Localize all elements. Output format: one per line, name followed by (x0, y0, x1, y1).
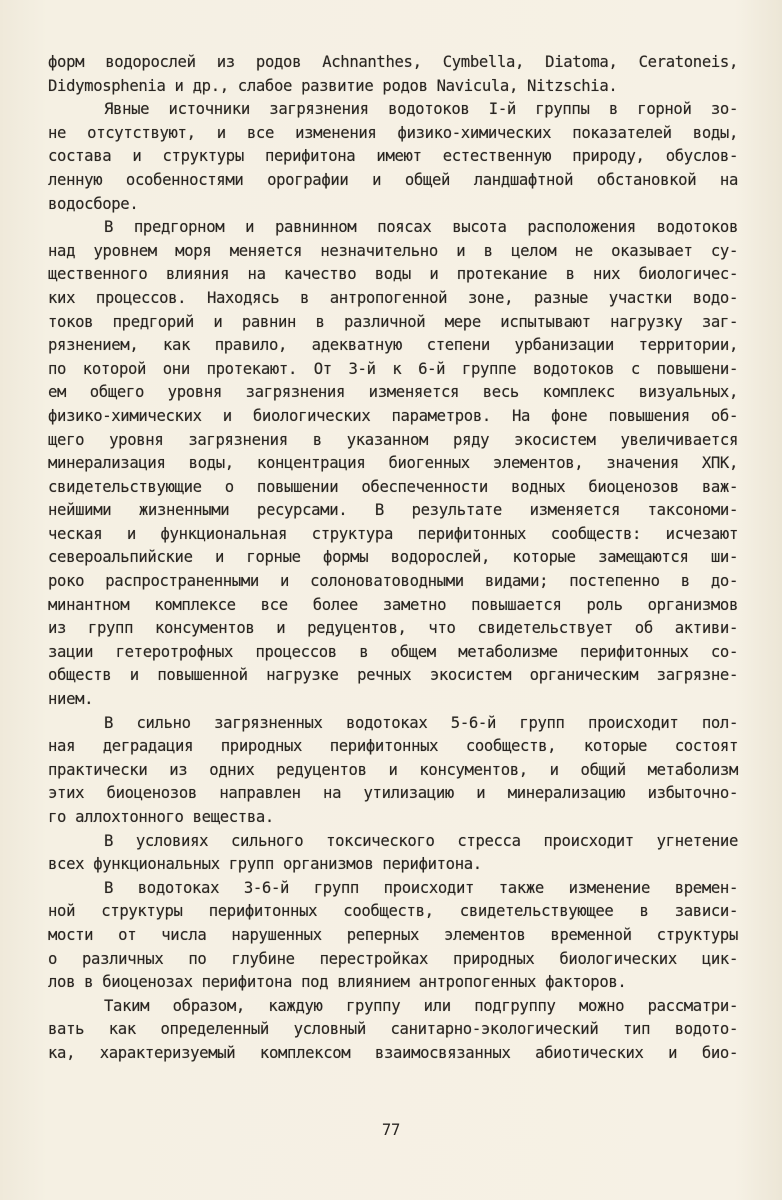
text-line: щественного влияния на качество воды и протекание в них биологичес- (48, 265, 738, 284)
text-line: минерализация воды, концентрация биогенных элементов, значения ХПК, (48, 454, 738, 473)
text-line: форм водорослей из родов Achnanthes, Cymbella, Diatoma, Ceratoneis, (48, 53, 738, 71)
text-line: го аллохтонного вещества. (48, 808, 274, 826)
text-line: ной структуры перифитонных сообществ, свидетельствующее в зависи- (48, 902, 738, 921)
text-line: обществ и повышенной нагрузке речных экосистем органическим загрязне- (48, 666, 738, 685)
text-line: ких процессов. Находясь в антропогенной зоне, разные участки водо- (48, 288, 738, 307)
body-text (48, 51, 738, 1066)
text-line: по которой они протекают. От 3-й к 6-й группе водотоков с повышени- (48, 359, 738, 378)
text-line: ческая и функциональная структура перифитонных сообществ: исчезают (48, 524, 738, 543)
text-line: практически из одних редуцентов и консументов, и общий метаболизм (48, 760, 738, 779)
page-number: 77 (381, 1121, 401, 1139)
text-line: Таким образом, каждую группу или подгруппу можно рассматри- (104, 996, 738, 1015)
text-line: этих биоценозов направлен на утилизацию и минерализацию избыточно- (48, 784, 738, 803)
text-line: В сильно загрязненных водотоках 5-6-й групп происходит пол- (104, 713, 738, 732)
text-line: ем общего уровня загрязнения изменяется весь комплекс визуальных, (48, 383, 738, 402)
text-line: над уровнем моря меняется незначительно и в целом не оказывает су- (48, 241, 738, 260)
text-line: не отсутствуют, и все изменения физико-химических показателей воды, (48, 123, 738, 142)
text-line: Явные источники загрязнения водотоков I-й группы в горной зо- (104, 100, 738, 119)
text-line: свидетельствующие о повышении обеспеченности водных биоценозов важ- (48, 477, 738, 496)
text-line: ная деградация природных перифитонных сообществ, которые состоят (48, 737, 738, 756)
text-line: лов в биоценозах перифитона под влиянием антропогенных факторов. (48, 973, 627, 992)
text-line: щего уровня загрязнения в указанном ряду экосистем увеличивается (48, 430, 738, 449)
text-line: физико-химических и биологических параметров. На фоне повышения об- (48, 406, 738, 425)
text-line: североальпийские и горные формы водорослей, которые замещаются ши- (48, 548, 738, 567)
text-line: зации гетеротрофных процессов в общем метаболизме перифитонных со- (48, 642, 738, 661)
text-line: Didymosphenia и др., слабое развитие родов Navicula, Nitzschia. (48, 76, 618, 95)
text-line: мости от числа нарушенных реперных элементов временной структуры (48, 925, 738, 944)
text-line: В условиях сильного токсического стресса происходит угнетение (104, 831, 738, 850)
text-line: о различных по глубине перестройках природных биологических цик- (48, 949, 738, 968)
text-line: ка, характеризуемый комплексом взаимосвязанных абиотических и био- (48, 1043, 738, 1062)
text-line: нейшими жизненными ресурсами. В результате изменяется таксономи- (48, 501, 738, 520)
text-line: вать как определенный условный санитарно-экологический тип водото- (48, 1020, 738, 1039)
text-line: В водотоках 3-6-й групп происходит также изменение времен- (104, 878, 738, 897)
text-line: роко распространенными и солоноватоводными видами; постепенно в до- (48, 572, 738, 591)
text-line: минантном комплексе все более заметно повышается роль организмов (48, 595, 738, 614)
text-line: всех функциональных групп организмов перифитона. (48, 855, 482, 874)
text-line: В предгорном и равнинном поясах высота расположения водотоков (104, 218, 738, 237)
text-line: из групп консументов и редуцентов, что свидетельствует об активи- (48, 619, 738, 638)
text-line: рязнением, как правило, адекватную степени урбанизации территории, (48, 336, 738, 355)
text-line: нием. (48, 690, 94, 709)
text-line: ленную особенностями орографии и общей ландшафтной обстановкой на (48, 170, 738, 189)
text-line: состава и структуры перифитона имеют естественную природу, обуслов- (48, 147, 738, 166)
text-line: водосборе. (48, 194, 139, 213)
text-line: токов предгорий и равнин в различной мере испытывают нагрузку заг- (48, 312, 738, 331)
